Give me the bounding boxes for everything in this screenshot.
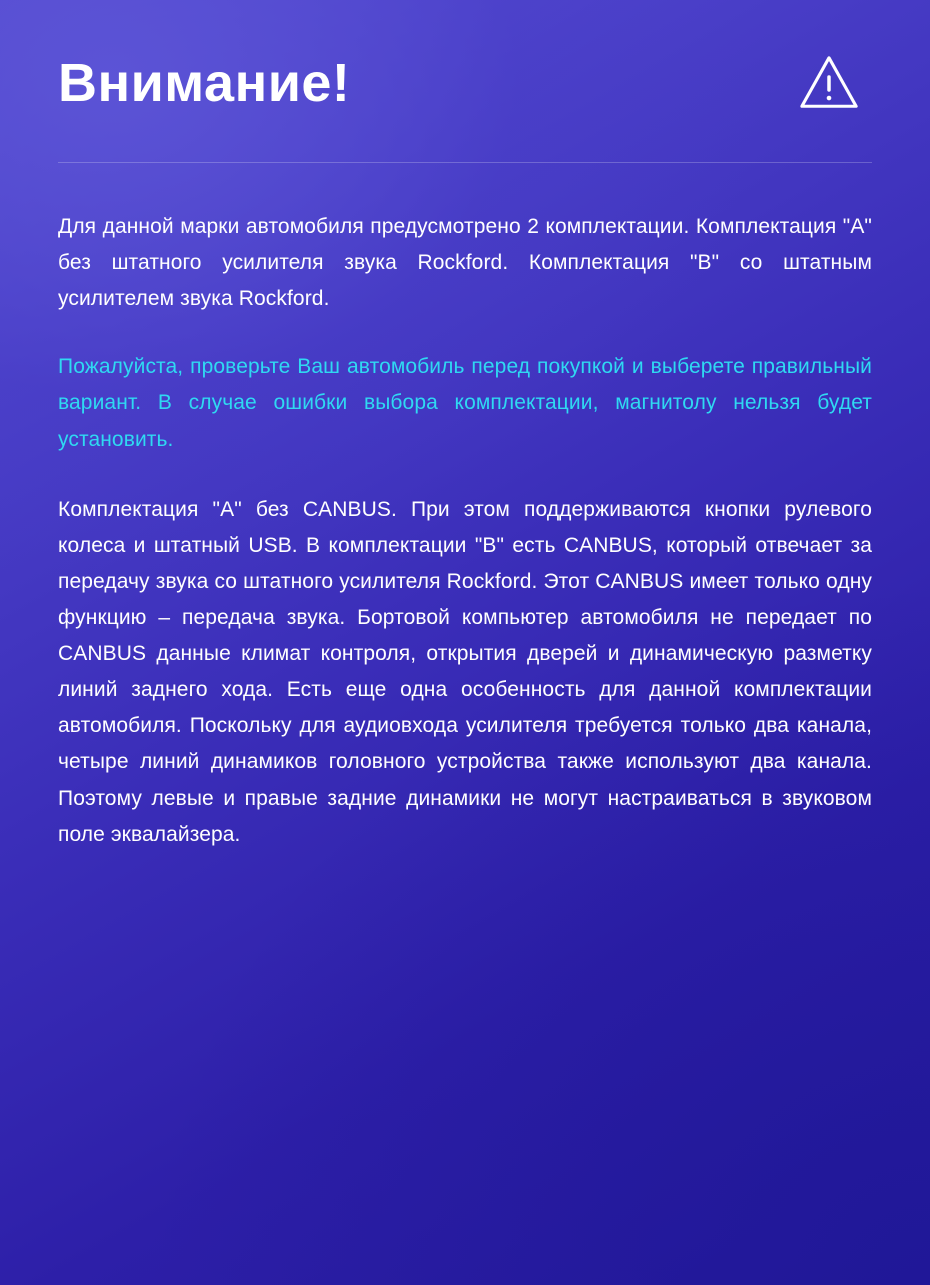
page-header [58,0,872,114]
paragraph-intro: Для данной марки автомобиля предусмотрено 2 комплектации. Комплектация "A" без штатного усилителя звука Rockford. Комплектация "B" со штатным усилителем звука Rockford. [58,215,872,311]
paragraph-warning-check: Пожалуйста, проверьте Ваш автомобиль перед покупкой и выберете правильный вариант. В случае ошибки выбора комплектации, магнитолу нельзя будет установить. [58,355,872,451]
paragraph-details: Комплектация "A" без CANBUS. При этом поддерживаются кнопки рулевого колеса и штатный USB. В комплектации "B" есть CANBUS, который отвечает за передачу звука со штатного усилителя Rockford. Этот CANBUS имеет только одну функцию – передача звука. Бортовой компьютер автомобиля не передает по CANBUS данные климат контроля, открытия дверей и динамическую разметку линий заднего хода. Есть еще одна особенность для данной комплектации автомобиля. Поскольку для аудиовхода усилителя требуется только два канала, четыре линий динамиков головного устройства также используют два канала. Поэтому левые и правые задние динамики не могут настраиваться в звуковом поле эквалайзера. [58,497,872,846]
warning-triangle-icon [798,52,860,114]
page-title: Внимание! [58,52,351,113]
content-body [58,163,872,853]
